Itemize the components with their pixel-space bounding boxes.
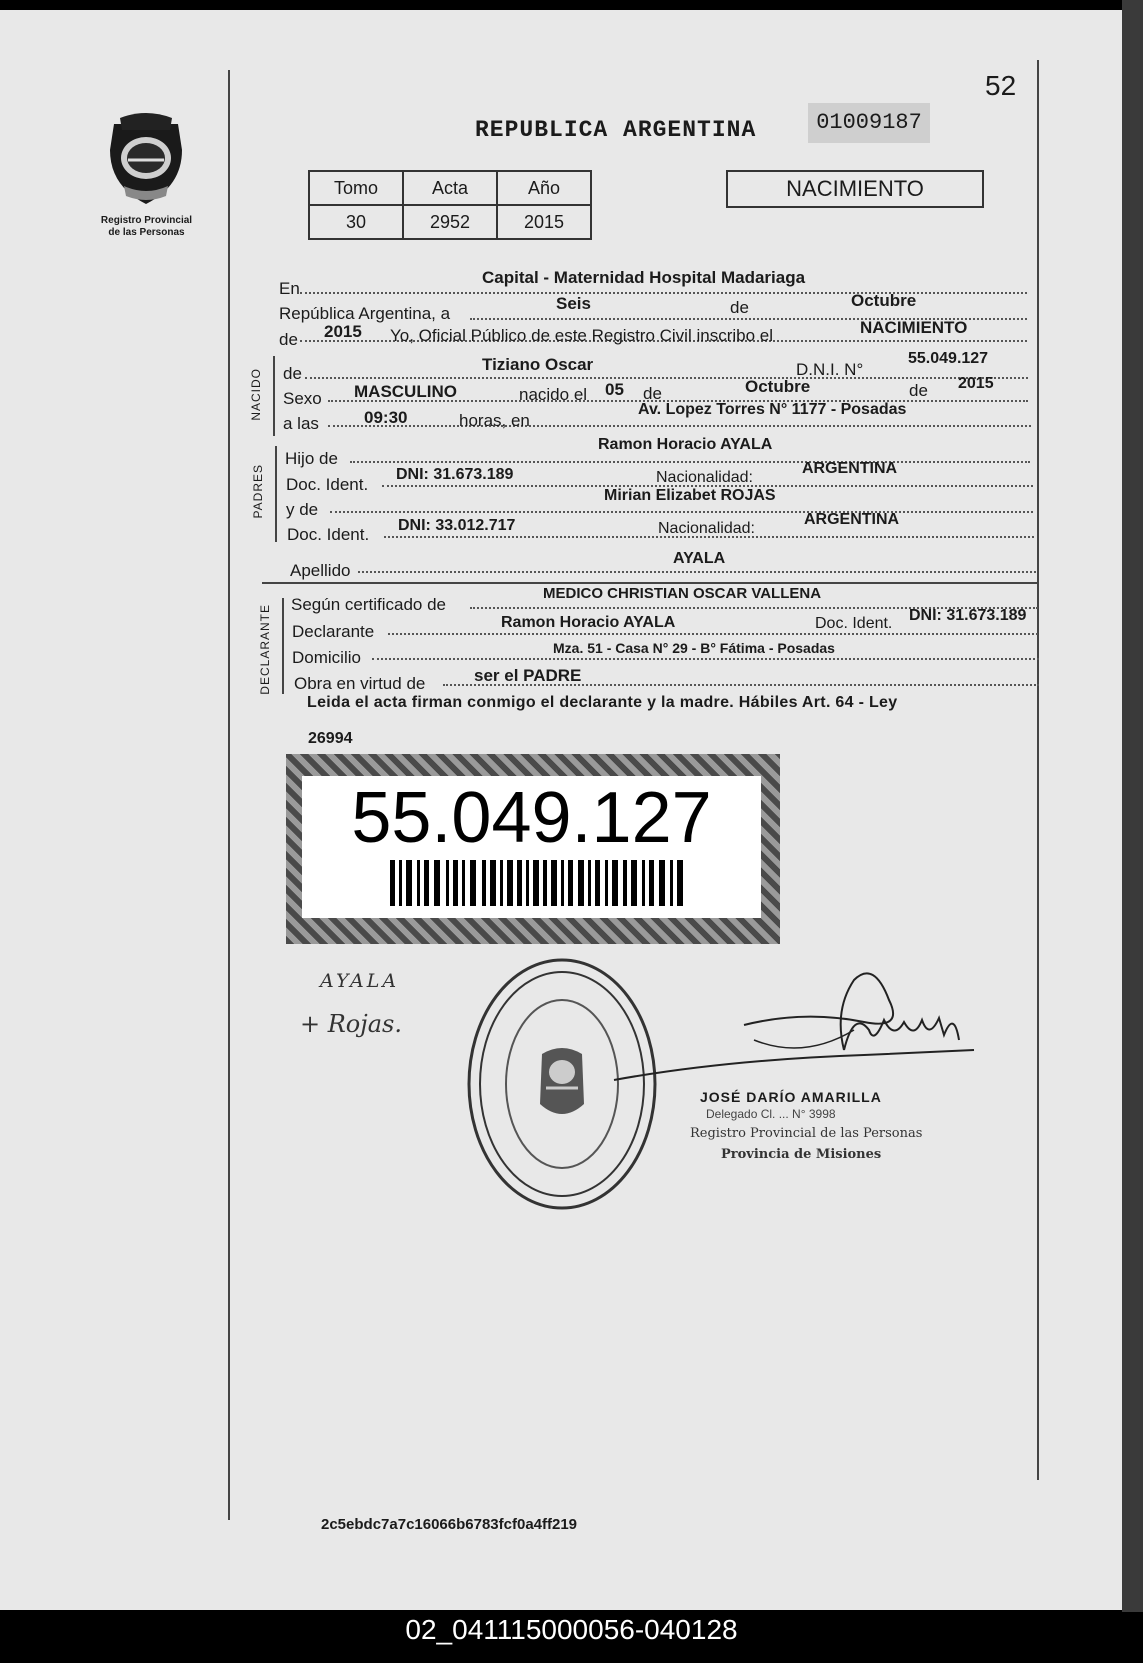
logo-caption-line2: de las Personas [108,227,185,238]
domicilio-dots [372,658,1039,660]
handwritten-rojas: + Rojas. [300,1010,402,1038]
official-role: Delegado Cl. ... N° 3998 [706,1107,836,1121]
security-sticker [286,754,780,944]
nacido-de-label: de [283,364,302,383]
obra-label: Obra en virtud de [294,674,426,693]
y-de-label: y de [286,500,319,519]
closing-line2: 26994 [308,730,353,747]
birth-year: 2015 [958,375,994,392]
official-name: JOSÉ DARÍO AMARILLA [700,1089,882,1105]
father-doc: DNI: 31.673.189 [396,466,514,483]
scan-edge [1122,0,1143,1612]
birth-time: 09:30 [364,408,408,427]
apellido-dots [358,571,1036,573]
mother-name: Mirian Elizabet ROJAS [604,487,776,504]
scan-id: 02_041115000056-040128 [405,1614,738,1645]
left-frame-line [228,70,230,1520]
birth-de1: de [643,384,662,403]
declarante-name: Ramon Horacio AYALA [501,614,676,631]
date-label: República Argentina, a [279,304,451,323]
mother-nat-label: Nacionalidad: [658,520,755,537]
logo-caption [84,215,209,239]
padres-section-label: PADRES [251,464,265,519]
nacido-el-label: nacido el [519,385,588,404]
apellido-label: Apellido [290,561,351,580]
serial-number: 01009187 [808,103,930,143]
declarante-doc-label: Doc. Ident. [815,615,893,632]
birth-day: 05 [605,380,624,399]
registry-value-acta: 2952 [403,205,497,239]
registry-table [308,170,592,240]
horas-label: horas, en [459,411,530,430]
barcode-icon [390,860,686,906]
year-value: 2015 [324,322,362,341]
registry-header-row [309,171,591,205]
document-title: REPUBLICA ARGENTINA [475,117,757,143]
sexo-label: Sexo [283,389,322,408]
year-text: Yo, Oficial Público de este Registro Civil inscribo el [390,326,773,345]
place-dots [300,292,1027,294]
page-number: 52 [985,70,1017,101]
alas-dots [328,425,1031,427]
right-frame-line [1037,60,1039,1480]
declarante-dots [388,633,1038,635]
place-value: Capital - Maternidad Hospital Madariaga [482,268,806,287]
child-sex: MASCULINO [354,382,457,401]
mother-doc-label: Doc. Ident. [287,525,370,544]
domicilio-label: Domicilio [292,648,361,667]
alas-label: a las [283,414,319,433]
father-nationality: ARGENTINA [802,460,898,477]
logo-caption-line1: Registro Provincial [100,215,193,226]
birth-month: Octubre [745,377,811,396]
declarante-bar [282,598,284,694]
nacido-section-label: NACIDO [249,368,263,421]
coat-of-arms-icon [100,110,192,210]
father-dots [350,461,1030,463]
signature-icon [604,940,984,1100]
nacido-name-dots [305,377,1028,379]
declarante-doc: DNI: 31.673.189 [909,607,1027,624]
act-type-box: NACIMIENTO [726,170,984,208]
registry-header-tomo: Tomo [309,171,403,205]
date-month: Octubre [851,291,917,310]
inscription-type: NACIMIENTO [860,318,968,337]
nacido-bar [273,356,275,436]
sticker-number: 55.049.127 [351,778,712,858]
hijo-de-label: Hijo de [285,449,338,468]
declarante-section-label: DECLARANTE [258,604,272,695]
province-logo [100,110,192,210]
handwritten-surname: AYALA [320,970,400,992]
date-de: de [730,298,749,317]
date-day: Seis [556,294,591,313]
declarante-label: Declarante [292,622,375,641]
registry-value-anio: 2015 [497,205,591,239]
obra-value: ser el PADRE [474,666,582,685]
child-name: Tiziano Oscar [482,355,594,374]
birth-de2: de [909,381,928,400]
registry-header-acta: Acta [403,171,497,205]
child-dni: 55.049.127 [908,350,989,367]
mother-nationality: ARGENTINA [804,511,900,528]
mother-doc: DNI: 33.012.717 [398,517,516,534]
birth-address: Av. Lopez Torres N° 1177 - Posadas [638,401,907,418]
official-office: Registro Provincial de las Personas [690,1126,923,1141]
cert-value: MEDICO CHRISTIAN OSCAR VALLENA [543,585,822,602]
apellido-rule [262,582,1038,584]
year-de: de [279,330,298,349]
cert-label: Según certificado de [291,595,446,614]
father-name: Ramon Horacio AYALA [598,436,773,453]
mother-dots [330,511,1033,513]
closing-line1: Leida el acta firman conmigo el declarante y la madre. Hábiles Art. 64 - Ley [307,694,898,711]
padres-bar [275,446,277,542]
apellido-value: AYALA [673,550,726,567]
father-doc-label: Doc. Ident. [286,475,369,494]
place-label: En [279,279,300,298]
dni-label: D.N.I. N° [796,360,864,379]
registry-value-row [309,205,591,239]
domicilio-value: Mza. 51 - Casa N° 29 - B° Fátima - Posadas [553,640,835,656]
father-nat-label: Nacionalidad: [656,469,753,486]
registry-header-anio: Año [497,171,591,205]
registry-value-tomo: 30 [309,205,403,239]
official-province: Provincia de Misiones [721,1147,882,1162]
document-hash: 2c5ebdc7a7c16066b6783fcf0a4ff219 [321,1516,578,1533]
